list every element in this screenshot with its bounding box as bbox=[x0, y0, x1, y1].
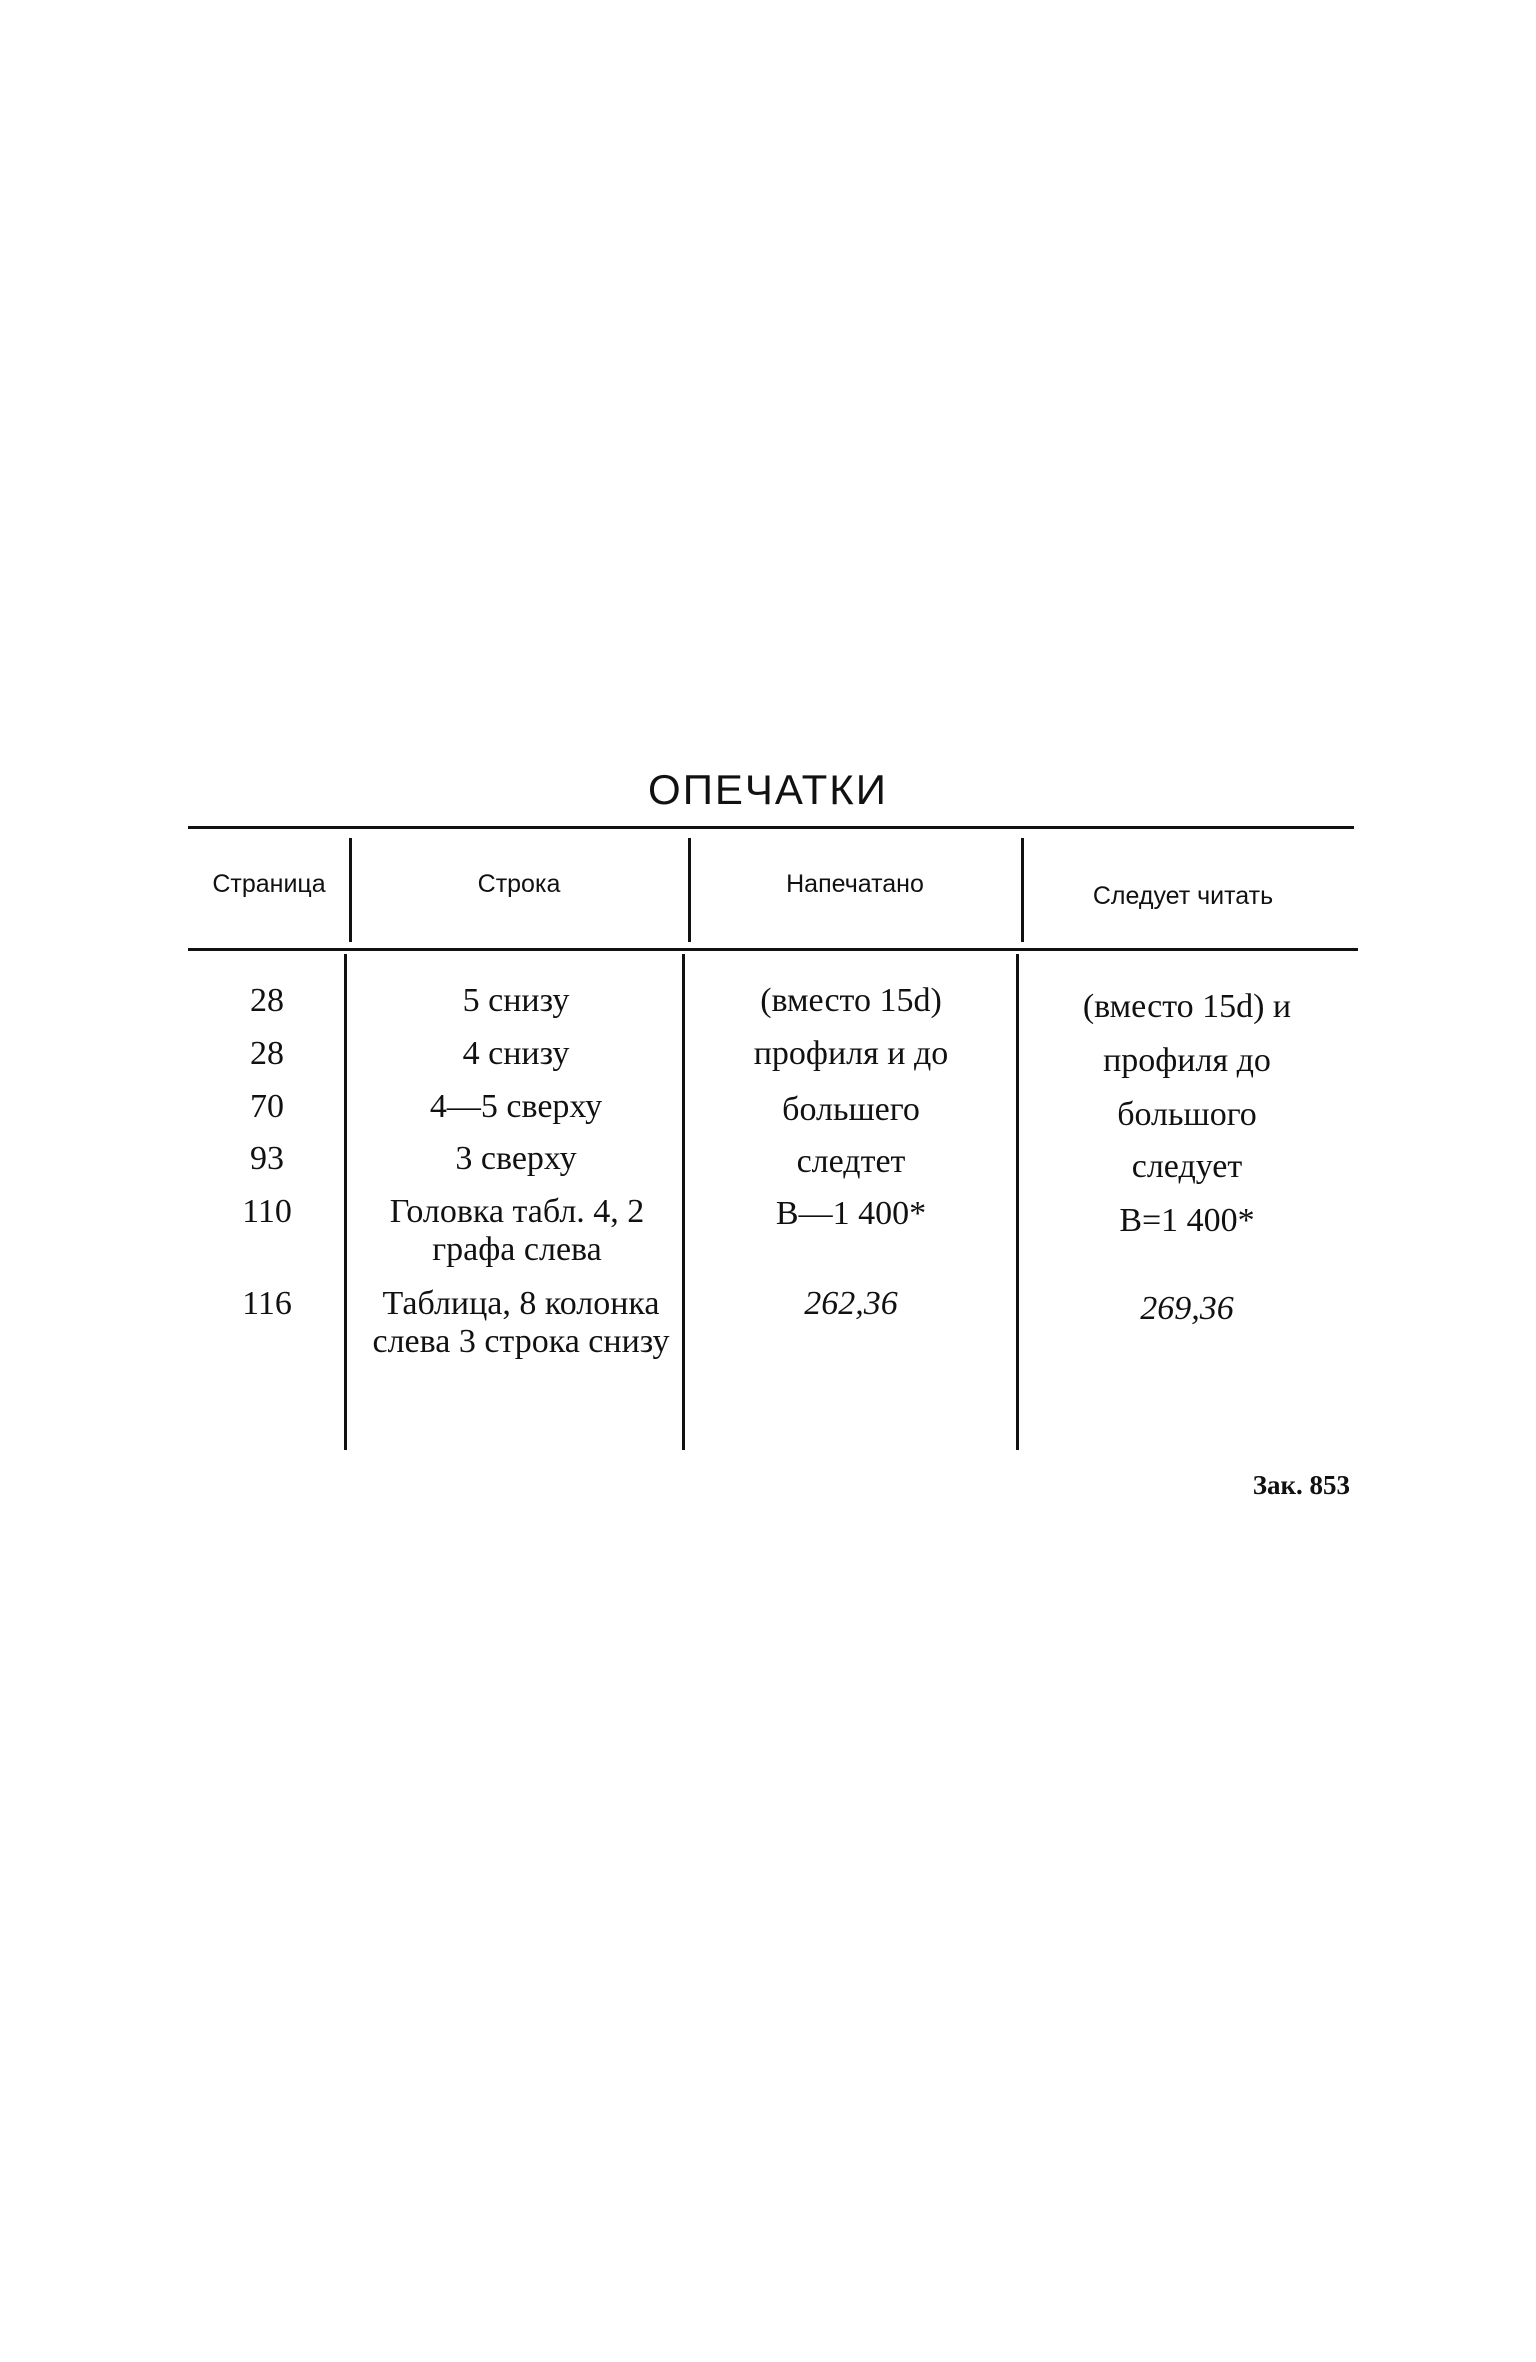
column-divider-body-3 bbox=[1016, 954, 1019, 1450]
order-number: Зак. 853 bbox=[1252, 1470, 1350, 1500]
table-top-rule bbox=[188, 826, 1354, 829]
column-header-printed: Напечатано bbox=[786, 870, 924, 898]
table-cell: 269,36 bbox=[1140, 1290, 1234, 1327]
table-cell: 5 снизу bbox=[462, 982, 570, 1019]
column-header-line: Строка bbox=[477, 870, 561, 898]
table-cell: 116 bbox=[242, 1285, 292, 1322]
table-cell: 28 bbox=[250, 1035, 284, 1072]
column-divider-body-1 bbox=[344, 954, 347, 1450]
table-cell: следует bbox=[1131, 1148, 1243, 1185]
table-cell: профиля и до bbox=[753, 1035, 949, 1072]
table-cell: 4 снизу bbox=[462, 1035, 570, 1072]
table-cell: 4—5 сверху bbox=[429, 1088, 603, 1125]
table-cell: большого bbox=[1117, 1096, 1257, 1133]
table-cell: Таблица, 8 колонка слева 3 строка снизу bbox=[372, 1285, 670, 1360]
table-cell: профиля до bbox=[1103, 1042, 1271, 1079]
table-cell: B—1 400* bbox=[775, 1195, 927, 1232]
table-cell: B=1 400* bbox=[1119, 1202, 1255, 1239]
column-header-page: Страница bbox=[212, 870, 326, 898]
table-cell: 28 bbox=[250, 982, 284, 1019]
table-cell: 70 bbox=[250, 1088, 284, 1125]
table-cell: следтет bbox=[796, 1143, 906, 1180]
column-divider-body-2 bbox=[682, 954, 685, 1450]
table-cell: (вместо 15d) bbox=[760, 982, 942, 1019]
table-cell: 110 bbox=[242, 1193, 292, 1230]
table-cell: большего bbox=[782, 1091, 920, 1128]
table-cell: 93 bbox=[250, 1140, 284, 1177]
page-title: ОПЕЧАТКИ bbox=[648, 766, 888, 813]
table-cell: Головка табл. 4, 2 графа слева bbox=[389, 1193, 645, 1268]
table-cell: 3 сверху bbox=[455, 1140, 577, 1177]
table-cell: 262,36 bbox=[804, 1285, 898, 1322]
column-header-should-read: Следует читать bbox=[1092, 882, 1274, 910]
table-cell: (вместо 15d) и bbox=[1082, 988, 1292, 1025]
table-header-rule bbox=[188, 948, 1358, 951]
